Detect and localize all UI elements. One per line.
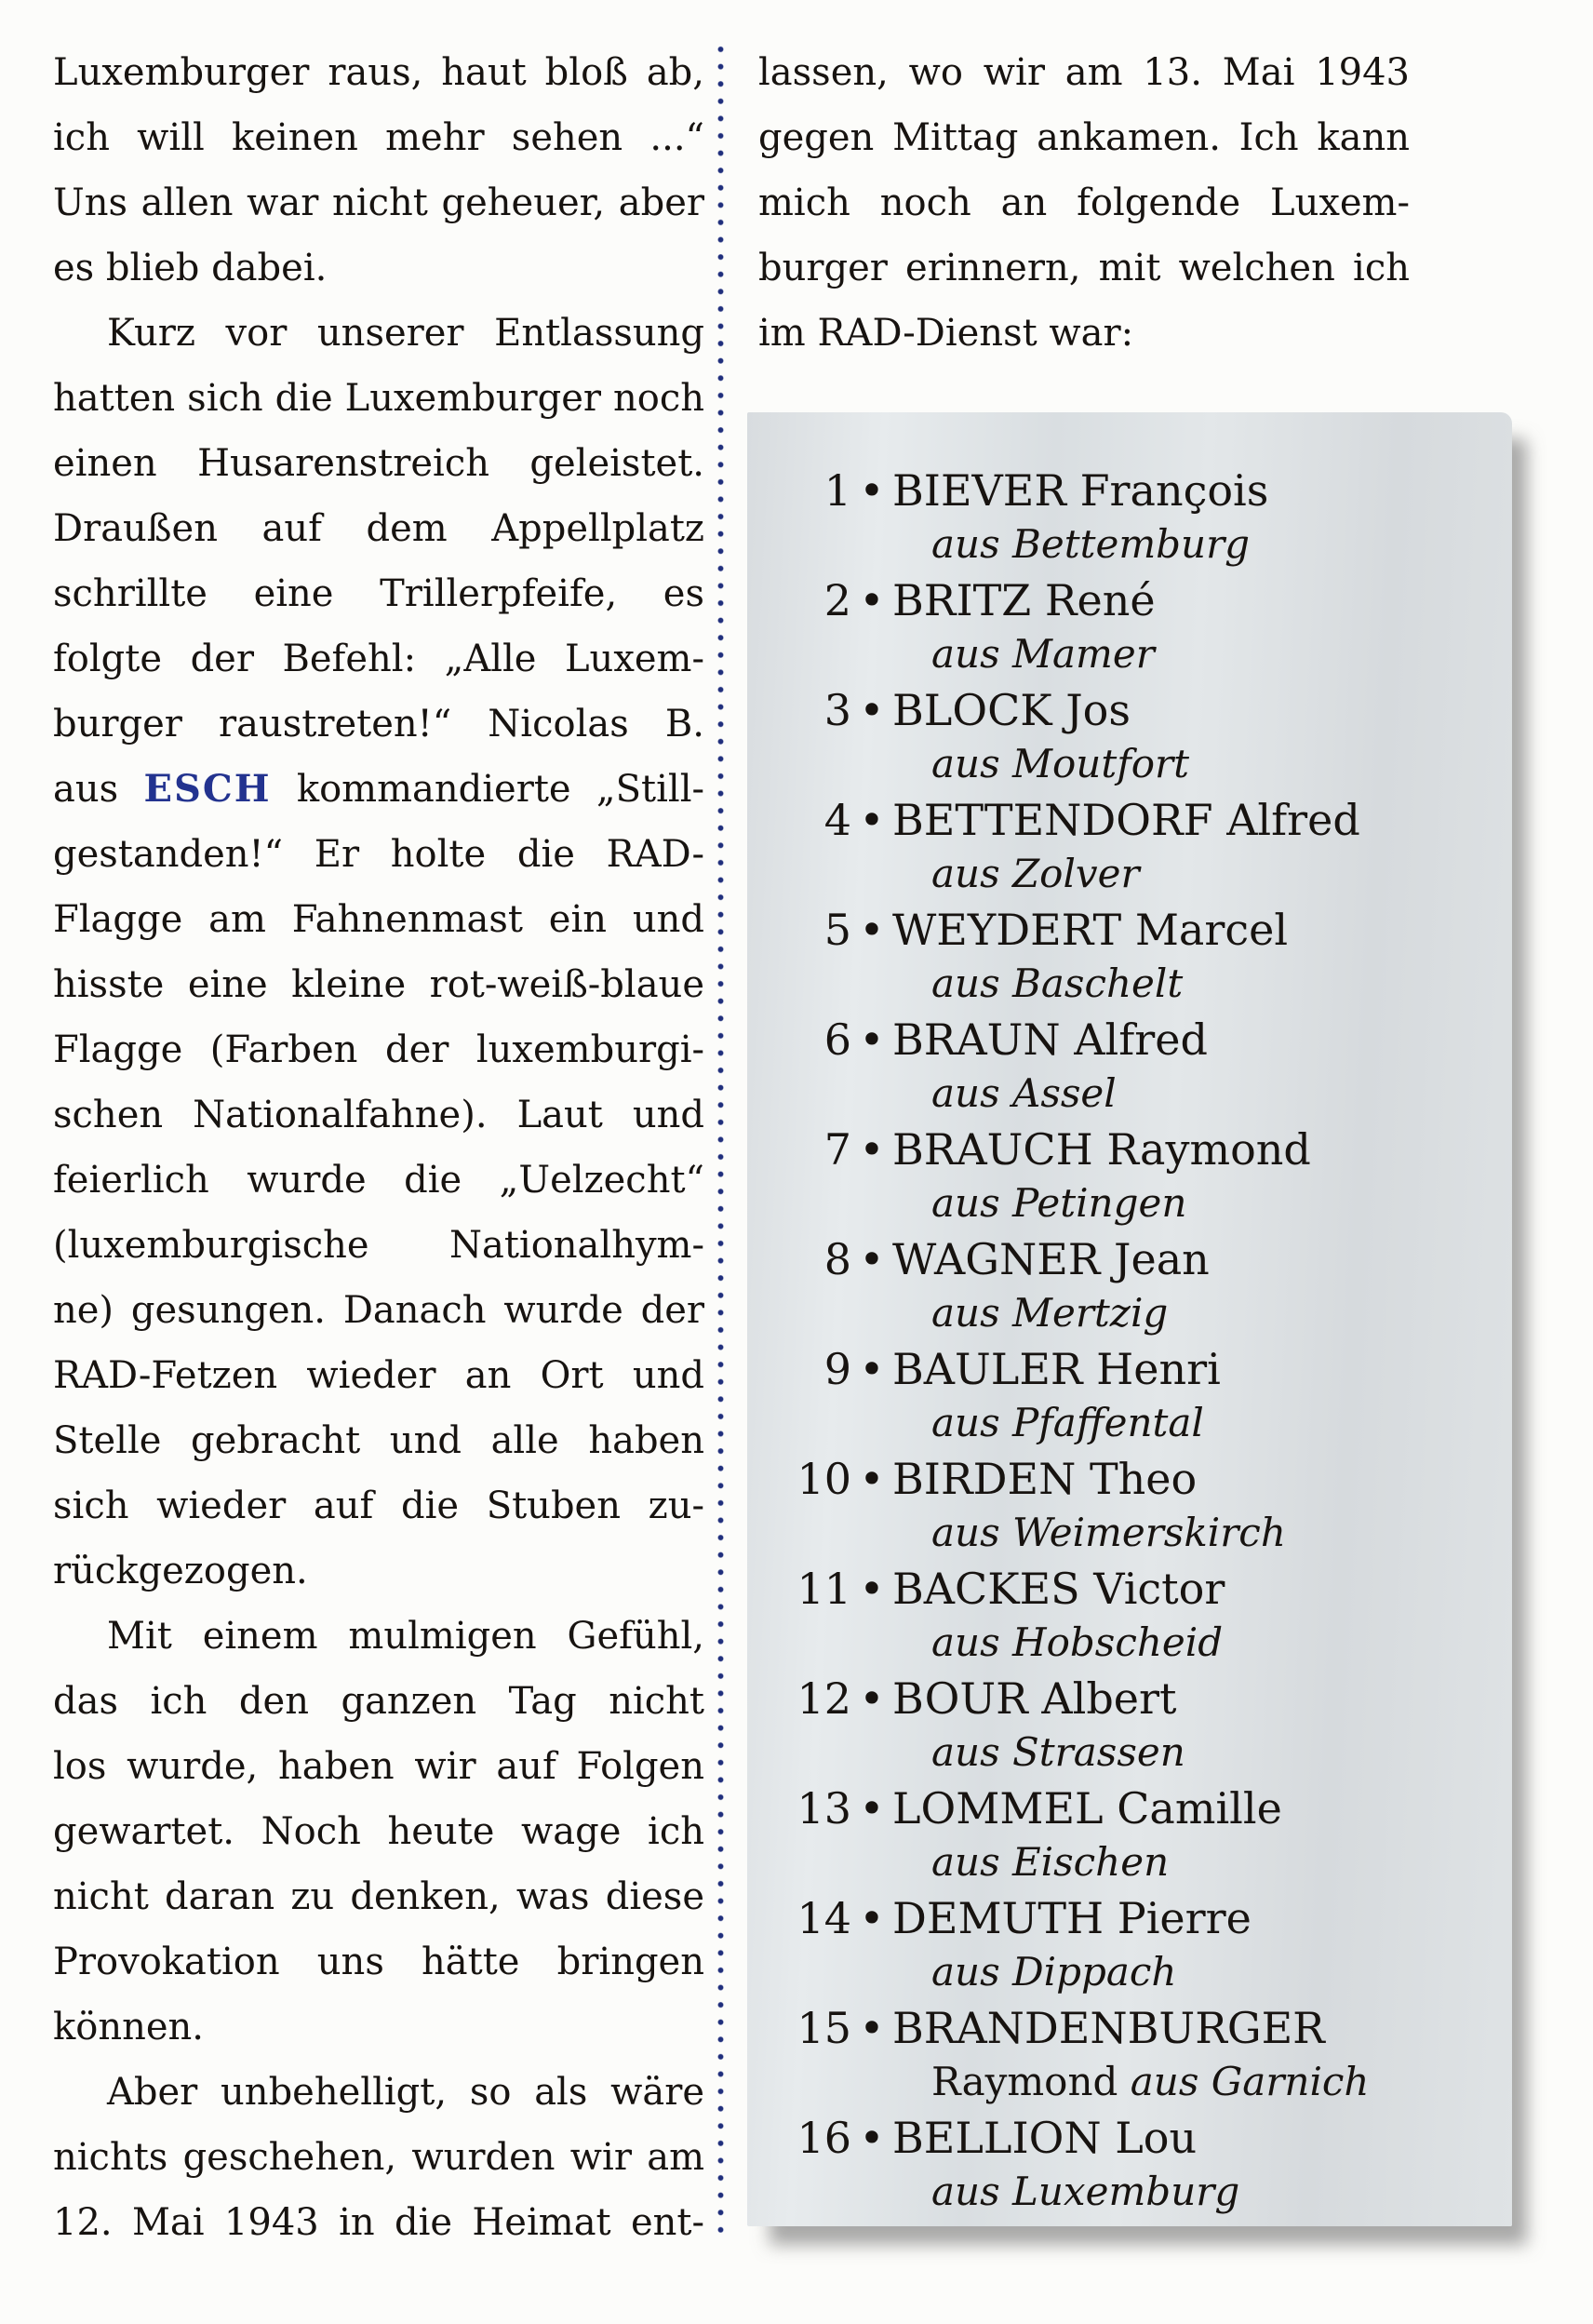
text-line <box>53 1343 704 1408</box>
paragraph <box>758 40 1410 366</box>
entry-origin <box>892 628 1490 680</box>
text-line <box>53 1408 704 1473</box>
roster-entry <box>792 792 1490 902</box>
text-span: kommandierte „Still- <box>271 768 704 811</box>
text-span: nichts geschehen, wurden wir am <box>53 2136 704 2179</box>
roster-entry <box>792 682 1490 792</box>
text-span: gestanden!“ Er holte die RAD- <box>53 833 704 876</box>
text-line <box>53 366 704 431</box>
paragraph <box>53 40 704 301</box>
entry-origin-given: Raymond <box>931 2059 1131 2104</box>
roster-entry <box>792 1671 1490 1780</box>
roster-entry <box>792 1122 1490 1231</box>
entry-number: 1 <box>823 465 851 516</box>
roster-entry <box>792 1341 1490 1451</box>
bullet-icon: • <box>859 2003 885 2053</box>
text-line <box>53 1278 704 1343</box>
text-span: sich wieder auf die Stuben zu- <box>53 1484 704 1527</box>
entry-origin <box>892 1726 1490 1779</box>
text-span: RAD-Fetzen wieder an Ort und <box>53 1354 704 1397</box>
entry-number: 12 <box>796 1673 851 1724</box>
roster-entry <box>792 1231 1490 1341</box>
text-span: gegen Mittag ankamen. Ich kann <box>758 116 1410 159</box>
text-span: ne) gesungen. Danach wurde der <box>53 1289 704 1332</box>
text-line <box>53 431 704 496</box>
text-span: folgte der Befehl: „Alle Luxem- <box>53 638 704 680</box>
text-line <box>53 626 704 692</box>
text-line <box>53 1669 704 1734</box>
entry-origin-place: aus Mertzig <box>931 1290 1169 1336</box>
entry-origin-place: aus Dippach <box>931 1949 1177 1995</box>
entry-number: 6 <box>823 1014 851 1065</box>
text-span: hisste eine kleine rot-weiß-blaue <box>53 963 704 1006</box>
bullet-icon: • <box>859 1124 885 1175</box>
roster-entry <box>792 2000 1490 2110</box>
entry-origin <box>892 1507 1490 1559</box>
roster-entry <box>792 2110 1490 2220</box>
text-span: nicht daran zu denken, was diese <box>53 1875 704 1918</box>
roster-entry <box>792 1780 1490 1890</box>
entry-name: BOUR Albert <box>892 1673 1177 1724</box>
entry-name: LOMMEL Camille <box>892 1783 1282 1834</box>
text-span: im RAD-Dienst war: <box>758 312 1134 355</box>
entry-number: 4 <box>823 795 851 845</box>
roster-entry <box>792 1451 1490 1561</box>
entry-origin-place: aus Mamer <box>931 631 1155 677</box>
text-span: burger raustreten!“ Nicolas B. <box>53 703 704 746</box>
entry-origin-place: aus Assel <box>931 1070 1117 1116</box>
text-line <box>53 2190 704 2255</box>
text-span: Stelle gebracht und alle haben <box>53 1419 704 1462</box>
paragraph <box>53 1604 704 2060</box>
entry-origin-place: aus Luxemburg <box>931 2169 1240 2214</box>
entry-origin-place: aus Bettemburg <box>931 521 1251 567</box>
text-span: Uns allen war nicht geheuer, aber <box>53 181 704 224</box>
text-line <box>53 887 704 952</box>
entry-name: BRITZ René <box>892 575 1156 625</box>
entry-origin <box>892 1287 1490 1339</box>
bullet-icon: • <box>859 1454 885 1504</box>
text-line <box>53 1929 704 1995</box>
text-span: schrillte eine Trillerpfeife, es <box>53 572 704 615</box>
roster-entry <box>792 1890 1490 2000</box>
text-line <box>758 170 1410 235</box>
entry-origin <box>892 2166 1490 2218</box>
entry-origin <box>892 1068 1490 1120</box>
text-span: es blieb dabei. <box>53 247 328 289</box>
text-line <box>53 692 704 757</box>
text-span: Mit einem mulmigen Gefühl, <box>107 1615 704 1658</box>
entry-number: 8 <box>823 1234 851 1284</box>
column-divider-dotted-line <box>716 41 725 2234</box>
text-line <box>53 1082 704 1148</box>
text-span: burger erinnern, mit welchen ich <box>758 247 1410 289</box>
text-line <box>53 1604 704 1669</box>
text-span: können. <box>53 2006 204 2049</box>
entry-origin <box>892 518 1490 571</box>
entry-origin <box>892 1836 1490 1888</box>
entry-origin-place: aus Garnich <box>1130 2059 1370 2104</box>
bullet-icon: • <box>859 465 885 516</box>
bullet-icon: • <box>859 1783 885 1834</box>
entry-name: BELLION Lou <box>892 2113 1198 2163</box>
entry-name: BRAUN Alfred <box>892 1014 1208 1065</box>
bullet-icon: • <box>859 795 885 845</box>
text-span: 12. Mai 1943 in die Heimat ent- <box>53 2201 704 2244</box>
text-line <box>53 822 704 887</box>
text-line <box>53 1148 704 1213</box>
entry-origin-place: aus Hobscheid <box>931 1619 1224 1665</box>
text-line <box>53 1734 704 1799</box>
entry-name: BLOCK Jos <box>892 685 1131 735</box>
entry-number: 15 <box>796 2003 851 2053</box>
text-line <box>53 1473 704 1538</box>
bullet-icon: • <box>859 1564 885 1614</box>
left-column <box>53 40 704 2255</box>
entry-name: BETTENDORF Alfred <box>892 795 1360 845</box>
text-span: gewartet. Noch heute wage ich <box>53 1810 704 1853</box>
entry-number: 10 <box>796 1454 851 1504</box>
entry-origin <box>892 1946 1490 1998</box>
text-line <box>53 1864 704 1929</box>
entry-origin-place: aus Strassen <box>931 1729 1185 1775</box>
entry-origin-place: aus Weimerskirch <box>931 1510 1286 1555</box>
entry-name: BIRDEN Theo <box>892 1454 1198 1504</box>
entry-number: 3 <box>823 685 851 735</box>
text-line <box>53 2060 704 2125</box>
text-span: Kurz vor unserer Entlassung <box>107 312 704 355</box>
entry-name: WEYDERT Marcel <box>892 905 1289 955</box>
text-line <box>758 301 1410 366</box>
text-span: aus <box>53 768 144 811</box>
entry-name: BRAUCH Raymond <box>892 1124 1311 1175</box>
roster-entry <box>792 1561 1490 1671</box>
text-span: Flagge am Fahnenmast ein und <box>53 898 704 941</box>
text-line <box>53 1799 704 1864</box>
entry-origin-place: aus Zolver <box>931 851 1140 896</box>
entry-origin-place: aus Eischen <box>931 1839 1170 1885</box>
entry-origin-place: aus Pfaffental <box>931 1400 1204 1445</box>
text-line <box>53 1538 704 1604</box>
entry-origin <box>892 2056 1490 2108</box>
entry-origin <box>892 1177 1490 1229</box>
text-line <box>53 952 704 1017</box>
text-line <box>53 301 704 366</box>
entry-name: BRANDENBURGER <box>892 2003 1325 2053</box>
entry-origin <box>892 1617 1490 1669</box>
bullet-icon: • <box>859 2113 885 2163</box>
text-line <box>758 235 1410 301</box>
entry-origin <box>892 1397 1490 1449</box>
text-span: Draußen auf dem Appellplatz <box>53 507 704 550</box>
bullet-icon: • <box>859 1893 885 1943</box>
text-line <box>53 2125 704 2190</box>
entry-origin <box>892 848 1490 900</box>
text-line <box>758 40 1410 105</box>
roster-entry <box>792 572 1490 682</box>
text-span: (luxemburgische Nationalhym- <box>53 1224 704 1267</box>
text-line <box>53 105 704 170</box>
text-line <box>53 235 704 301</box>
entry-name: BACKES Victor <box>892 1564 1225 1614</box>
roster-entry <box>792 463 1490 572</box>
entry-name: BAULER Henri <box>892 1344 1221 1394</box>
entry-origin-place: aus Petingen <box>931 1180 1187 1226</box>
text-line <box>53 40 704 105</box>
text-span: rückgezogen. <box>53 1550 308 1592</box>
text-line <box>758 105 1410 170</box>
bullet-icon: • <box>859 1014 885 1065</box>
text-span: Provokation uns hätte bringen <box>53 1941 704 1983</box>
bullet-icon: • <box>859 685 885 735</box>
entry-origin <box>892 738 1490 790</box>
entry-number: 11 <box>796 1564 851 1614</box>
text-line <box>53 1213 704 1278</box>
entry-name: WAGNER Jean <box>892 1234 1210 1284</box>
text-line <box>53 561 704 626</box>
text-span: feierlich wurde die „Uelzecht“ <box>53 1159 704 1202</box>
paragraph <box>53 301 704 1604</box>
entry-origin-place: aus Baschelt <box>931 960 1184 1006</box>
paragraph <box>53 2060 704 2255</box>
text-line <box>53 1995 704 2060</box>
text-span: lassen, wo wir am 13. Mai 1943 <box>758 51 1410 94</box>
bullet-icon: • <box>859 575 885 625</box>
esch-highlight: ESCH <box>143 767 272 811</box>
text-line <box>53 757 704 822</box>
roster-entry <box>792 902 1490 1012</box>
entry-name: DEMUTH Pierre <box>892 1893 1252 1943</box>
text-line <box>53 1017 704 1082</box>
text-span: los wurde, haben wir auf Folgen <box>53 1745 704 1788</box>
right-column <box>758 40 1410 366</box>
bullet-icon: • <box>859 905 885 955</box>
text-line <box>53 496 704 561</box>
text-span: das ich den ganzen Tag nicht <box>53 1680 704 1723</box>
entry-number: 2 <box>823 575 851 625</box>
text-span: hatten sich die Luxemburger noch <box>53 377 704 420</box>
entry-origin <box>892 958 1490 1010</box>
bullet-icon: • <box>859 1234 885 1284</box>
text-span: einen Husarenstreich geleistet. <box>53 442 704 485</box>
text-span: ich will keinen mehr sehen ...“ <box>53 116 704 159</box>
text-line <box>53 170 704 235</box>
text-span: mich noch an folgende Luxem- <box>758 181 1410 224</box>
entry-number: 7 <box>823 1124 851 1175</box>
entry-origin-place: aus Moutfort <box>931 741 1189 786</box>
text-span: Aber unbehelligt, so als wäre <box>107 2071 704 2114</box>
entry-number: 9 <box>823 1344 851 1394</box>
text-span: schen Nationalfahne). Laut und <box>53 1094 704 1136</box>
entry-number: 14 <box>796 1893 851 1943</box>
roster-box <box>747 412 1512 2226</box>
bullet-icon: • <box>859 1344 885 1394</box>
roster-entry <box>792 1012 1490 1122</box>
entry-number: 5 <box>823 905 851 955</box>
bullet-icon: • <box>859 1673 885 1724</box>
entry-number: 13 <box>796 1783 851 1834</box>
entry-name: BIEVER François <box>892 465 1269 516</box>
entry-number: 16 <box>796 2113 851 2163</box>
text-span: Luxemburger raus, haut bloß ab, <box>53 51 704 94</box>
text-span: Flagge (Farben der luxemburgi- <box>53 1028 704 1071</box>
